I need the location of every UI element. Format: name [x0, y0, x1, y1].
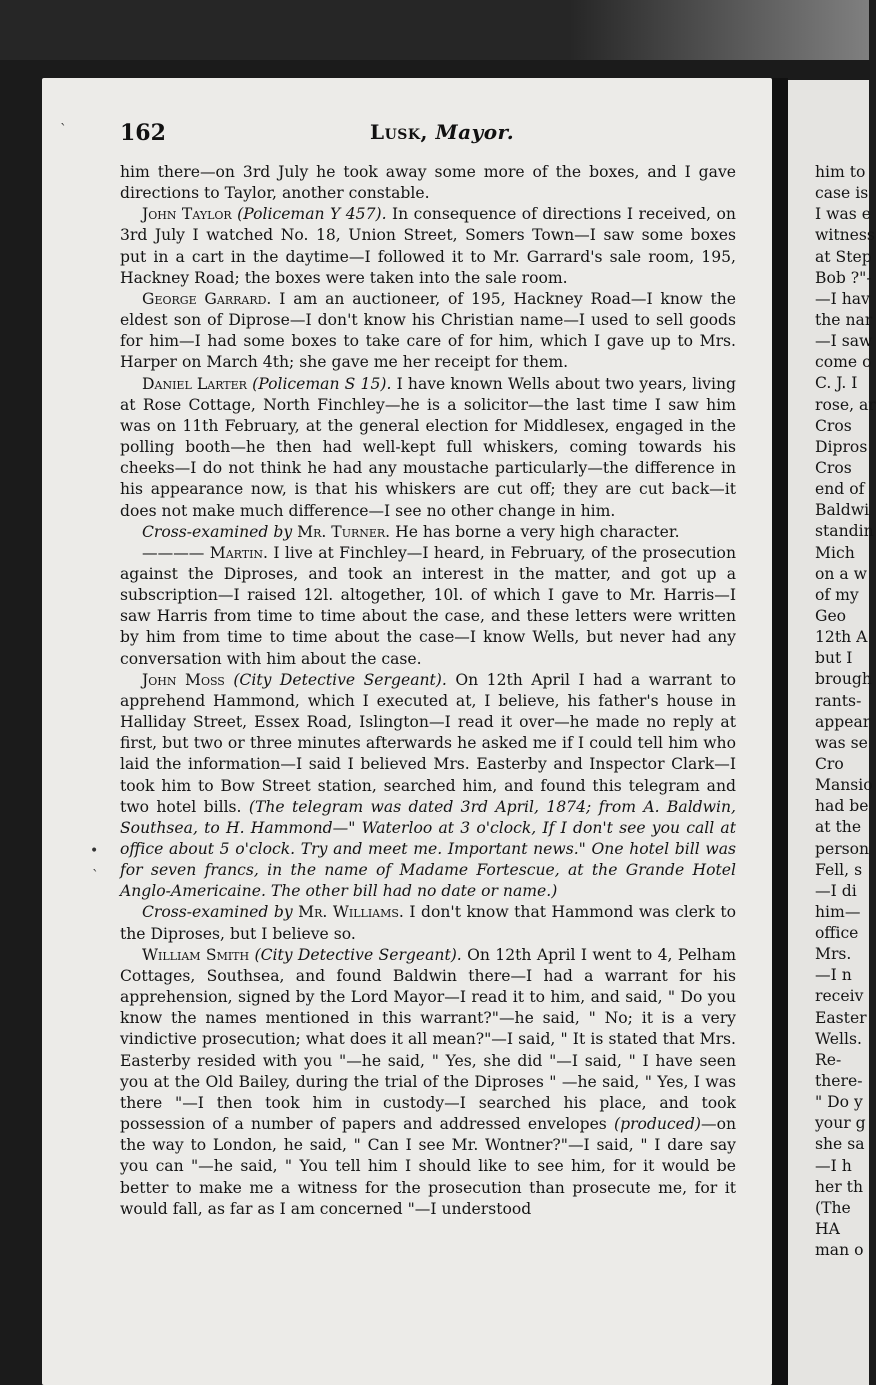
right-page-line: Cro [815, 754, 844, 773]
right-page-line: Bob ?"- [815, 268, 872, 287]
right-page-line: man o [815, 1241, 864, 1260]
right-page-line: him— [815, 902, 861, 921]
right-page-line: Re- [815, 1050, 842, 1069]
testimony-john-moss: John Moss (City Detective Sergeant). On 12th April I had a warrant to apprehend Hammond, which I executed at, I believe, his father's house in Halliday Street, Essex Road, Islington—I read it over—he made no reply at first, but two or three minutes afterwards he asked me if I could tell him who laid the information—I said I believed Mrs. Easterby and Inspector Clark—I took him to Bow Street station, searched him, and found this telegram and two hotel bills. (The telegram was dated 3rd April, 1874; from A. Baldwin, Southsea, to H. Hammond—" Waterloo at 3 o'clock, If I don't see you call at office about 5 o'clock. Try and meet me. Important news." One hotel bill was for seven francs, in the name of Madame Fortescue, at the Grande Hotel Anglo-Americaine. The other bill had no date or name.) [120, 670, 736, 901]
right-page-line: Dipros [815, 437, 868, 456]
right-page-line: there- [815, 1072, 863, 1091]
cross-examination-turner: Cross-examined by Mr. Turner. He has borne a very high character. [142, 522, 680, 541]
right-page-line: —I h [815, 1156, 852, 1175]
testimony-george-garrard: George Garrard. I am an auctioneer, of 195, Hackney Road—I know the eldest son of Diprose—I don't know his Christian name—I used to sell goods for him—I had some boxes to take care of for him, which I gave up to Mrs. Harper on March 4th; she gave me her receipt for them. [120, 289, 737, 372]
right-page-line: I was e [815, 205, 871, 224]
right-page-line: witness [815, 226, 875, 245]
right-page-line: Wells. [815, 1029, 862, 1048]
right-page-line: rants- [815, 691, 862, 710]
margin-dot: • [90, 843, 99, 859]
right-page-line: Mansio [815, 776, 873, 795]
right-page-line: —I hav [815, 289, 870, 308]
right-page-line: Cros [815, 458, 852, 477]
right-page-line: —I saw [815, 332, 873, 351]
right-page-line: at the [815, 818, 862, 837]
right-page-line: Cros [815, 416, 852, 435]
right-page-line: of my [815, 585, 859, 604]
right-page-line: on a w [815, 564, 867, 583]
right-page-line: come o [815, 353, 872, 372]
right-page-line: she sa [815, 1135, 865, 1154]
testimony-martin: ———— Martin. I live at Finchley—I heard, in February, of the prosecution against the Diproses, and took an interest in the matter, and got up a subscription—I raised 12l. altogether, 10l. of which I gave to Mr. Harris—I saw Harris from time to time about the case, and these letters were written by him from time to time about the case—I know Wells, but never had any conversation with him about the case. [120, 543, 736, 668]
margin-tick: ` [92, 868, 99, 884]
right-page-line: —I di [815, 881, 857, 900]
margin-tick: ` [60, 122, 67, 138]
right-page-line: brough [815, 670, 872, 689]
right-page-line: Mrs. [815, 945, 852, 964]
testimony-william-smith: William Smith (City Detective Sergeant). On 12th April I went to 4, Pelham Cottages, Southsea, and found Baldwin there—I had a warrant for his apprehension, signed by the Lord Mayor—I read it to him, and said, " Do you know the names mentioned in this warrant?"—he said, " No; it is a very vindictive prosecution; what does it all mean?"—I said, " It is stated that Mrs. Easterby resided with you "—he said, " Yes, she did "—I said, " I have seen you at the Old Bailey, during the trial of the Diproses " —he said, " Yes, I was there "—I then took him in custody—I searched his place, and took possession of a number of papers and addressed envelopes (produced)—on the way to London, he said, " Can I see Mr. Wontner?"—I said, " I dare say you can "—he said, " You tell him I should like to see him, for it would be better to make me a witness for the prosecution than prosecute me, for it would fall, as far as I am concerned "—I understood [120, 945, 736, 1218]
right-page-line: had be [815, 797, 869, 816]
right-page-line: was se [815, 733, 868, 752]
testimony-daniel-larter: Daniel Larter (Policeman S 15). I have known Wells about two years, living at Rose Cottage, North Finchley—he is a solicitor—the last time I saw him was on 11th February, at the general election for Middlesex, engaged in the polling booth—he then had well-kept full whiskers, coming towards his cheeks—I do not think he had any moustache particularly—the difference in his appearance now, is that his whiskers are cut off; they are cut back—it does not make much difference—I see no other change in him. [120, 374, 736, 520]
right-page-line: her th [815, 1177, 863, 1196]
right-page-line: 12th A [815, 628, 868, 647]
paragraph-continuation: him there—on 3rd July he took away some more of the boxes, and I gave directions to Taylor, another constable. [120, 163, 736, 203]
running-head: Lusk, Mayor. [370, 120, 515, 144]
cross-examination-williams: Cross-examined by Mr. Williams. I don't know that Hammond was clerk to the Diproses, but I believe so. [120, 903, 736, 943]
right-page-line: Baldwi [815, 501, 870, 520]
right-page-line: rose, ar [815, 395, 876, 414]
right-page-line: your g [815, 1114, 866, 1133]
body-text [120, 162, 736, 1220]
right-page-line: end of [815, 480, 865, 499]
right-page-line: Fell, s [815, 860, 863, 879]
page-number: 162 [120, 120, 166, 146]
right-page-line: HA [815, 1220, 840, 1239]
right-page-line: " Do y [815, 1093, 863, 1112]
right-page-line: receiv [815, 987, 864, 1006]
right-page-line: —I n [815, 966, 852, 985]
right-page-line: person [815, 839, 870, 858]
book-gutter [772, 78, 788, 1385]
right-page-line: case is [815, 184, 869, 203]
right-page-line: office [815, 924, 859, 943]
testimony-john-taylor: John Taylor (Policeman Y 457). In consequence of directions I received, on 3rd July I watched No. 18, Union Street, Somers Town—I saw some boxes put in a cart in the daytime—I followed it to Mr. Garrard's sale room, 195, Hackney Road; the boxes were taken into the sale room. [120, 205, 736, 287]
right-page-line: C. J. I [815, 374, 858, 393]
page-header [120, 120, 720, 152]
right-page-line: him to [815, 163, 866, 181]
right-page-line: Mich [815, 543, 855, 562]
right-page-line: Geo [815, 606, 847, 625]
right-page-text [815, 162, 875, 1261]
right-page-line: at Step [815, 247, 872, 266]
scan-top-edge [0, 0, 869, 60]
right-page-line: the nar [815, 310, 873, 329]
right-page-line: standin [815, 522, 874, 541]
right-page-line: Easter [815, 1008, 867, 1027]
right-page-line: appear [815, 712, 871, 731]
right-page-line: (The [815, 1198, 851, 1217]
right-page-line: but I [815, 649, 853, 668]
